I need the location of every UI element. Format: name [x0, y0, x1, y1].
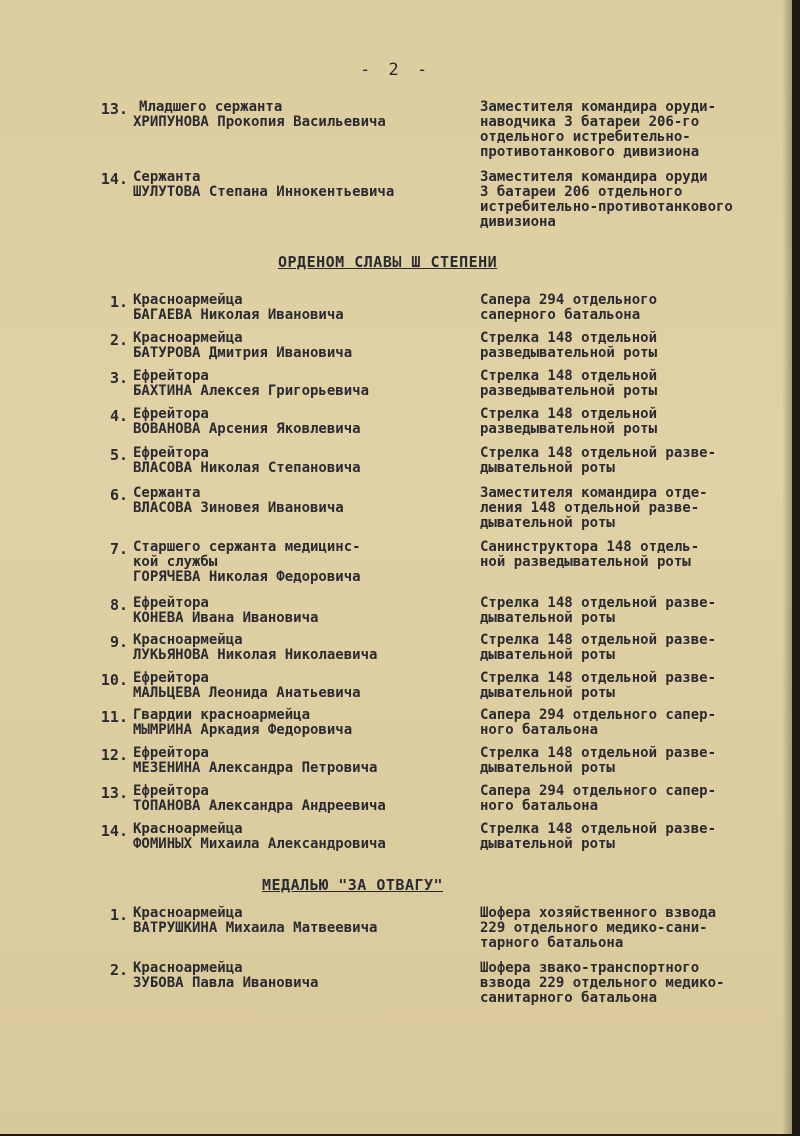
entry-unit-line: Сапера 294 отдельного сапер-: [480, 783, 717, 799]
entry-rank: Красноармейца: [133, 905, 243, 921]
entry-name: МЫМРИНА Аркадия Федоровича: [133, 722, 353, 738]
entry-unit-line: Заместителя командира отде-: [480, 485, 708, 501]
entry-rank: Ефрейтора: [133, 783, 209, 799]
entry-name: ЛУКЬЯНОВА Николая Николаевича: [133, 647, 378, 663]
entry-number: 13.: [100, 100, 128, 118]
entry-number: 9.: [109, 633, 128, 651]
entry-number: 11.: [100, 708, 128, 726]
entry-name: ТОПАНОВА Александра Андреевича: [133, 798, 386, 814]
entry-name: МАЛЬЦЕВА Леонида Анатьевича: [133, 685, 361, 701]
entry-unit-line: ления 148 отдельной разве-: [480, 500, 700, 516]
entry-rank-cont: кой службы: [133, 554, 218, 570]
entry-unit-line: наводчика 3 батареи 206-го: [480, 114, 700, 130]
entry-rank: Красноармейца: [133, 330, 243, 346]
entry-rank: Сержанта: [133, 485, 201, 501]
entry-unit-line: Сапера 294 отдельного сапер-: [480, 707, 717, 723]
entry-unit-line: дывательной роты: [480, 685, 615, 701]
entry-rank: Сержанта: [133, 169, 201, 185]
entry-rank: Ефрейтора: [133, 406, 209, 422]
section-heading-medal: МЕДАЛЬЮ "ЗА ОТВАГУ": [262, 876, 444, 894]
section-heading-glory: ОРДЕНОМ СЛАВЫ Ш СТЕПЕНИ: [278, 253, 498, 271]
entry-name: ВАТРУШКИНА Михаила Матвеевича: [133, 920, 378, 936]
entry-rank: Красноармейца: [133, 632, 243, 648]
entry-rank: Красноармейца: [133, 292, 243, 308]
entry-unit-line: дывательной роты: [480, 836, 615, 852]
entry-unit-line: Сапера 294 отдельного: [480, 292, 658, 308]
entry-unit-line: Заместителя командира оруди-: [480, 99, 717, 115]
page-number: - 2 -: [360, 60, 432, 80]
entry-unit-line: разведывательной роты: [480, 421, 658, 437]
entry-unit-line: истребительно-противотанкового: [480, 199, 733, 215]
entry-name: БАГАЕВА Николая Ивановича: [133, 307, 344, 323]
entry-number: 13.: [100, 784, 128, 802]
entry-rank: Ефрейтора: [133, 368, 209, 384]
entry-number: 4.: [109, 407, 128, 425]
entry-rank: Красноармейца: [133, 960, 243, 976]
entry-number: 14.: [100, 170, 128, 188]
entry-number: 6.: [109, 486, 128, 504]
entry-name: КОНЕВА Ивана Ивановича: [133, 610, 319, 626]
entry-name: ВЛАСОВА Николая Степановича: [133, 460, 361, 476]
entry-unit-line: Стрелка 148 отдельной разве-: [480, 745, 717, 761]
entry-unit-line: дивизиона: [480, 214, 556, 230]
entry-unit-line: разведывательной роты: [480, 383, 658, 399]
entry-unit-line: саперного батальона: [480, 307, 641, 323]
entry-name: ВОВАНОВА Арсения Яковлевича: [133, 421, 361, 437]
entry-number: 10.: [100, 671, 128, 689]
entry-rank: Старшего сержанта медицинс-: [133, 539, 361, 555]
entry-number: 2.: [109, 331, 128, 349]
entry-name: ВЛАСОВА Зиновея Ивановича: [133, 500, 344, 516]
entry-number: 12.: [100, 746, 128, 764]
entry-name: ХРИПУНОВА Прокопия Васильевича: [133, 114, 386, 130]
entry-rank: Ефрейтора: [133, 670, 209, 686]
entry-unit-line: взвода 229 отдельного медико-: [480, 975, 725, 991]
entry-unit-line: 229 отдельного медико-сани-: [480, 920, 708, 936]
entry-name: ФОМИНЫХ Михаила Александровича: [133, 836, 386, 852]
entry-name: ШУЛУТОВА Степана Иннокентьевича: [133, 184, 395, 200]
entry-unit-line: отдельного истребительно-: [480, 129, 691, 145]
entry-unit-line: Стрелка 148 отдельной: [480, 330, 658, 346]
entry-unit-line: Стрелка 148 отдельной: [480, 368, 658, 384]
page-edge-shadow: [782, 0, 792, 1134]
entry-name: МЕЗЕНИНА Александра Петровича: [133, 760, 378, 776]
entry-number: 1.: [109, 293, 128, 311]
entry-unit-line: Стрелка 148 отдельной разве-: [480, 670, 717, 686]
entry-unit-line: ного батальона: [480, 722, 599, 738]
entry-unit-line: дывательной роты: [480, 647, 615, 663]
entry-unit-line: разведывательной роты: [480, 345, 658, 361]
entry-unit-line: Шофера звако-транспортного: [480, 960, 700, 976]
entry-unit-line: тарного батальона: [480, 935, 624, 951]
entry-number: 7.: [109, 540, 128, 558]
entry-unit-line: ной разведывательной роты: [480, 554, 691, 570]
entry-rank: Красноармейца: [133, 821, 243, 837]
entry-number: 3.: [109, 369, 128, 387]
entry-unit-line: Стрелка 148 отдельной разве-: [480, 821, 717, 837]
entry-number: 5.: [109, 446, 128, 464]
entry-unit-line: дывательной роты: [480, 460, 615, 476]
entry-unit-line: ного батальона: [480, 798, 599, 814]
entry-unit-line: дывательной роты: [480, 610, 615, 626]
entry-name: БАТУРОВА Дмитрия Ивановича: [133, 345, 353, 361]
entry-unit-line: противотанкового дивизиона: [480, 144, 700, 160]
entry-number: 14.: [100, 822, 128, 840]
entry-unit-line: дывательной роты: [480, 515, 615, 531]
entry-name: ЗУБОВА Павла Ивановича: [133, 975, 319, 991]
entry-name: ГОРЯЧЕВА Николая Федоровича: [133, 569, 361, 585]
entry-unit-line: Санинструктора 148 отдель-: [480, 539, 700, 555]
entry-unit-line: Заместителя командира оруди: [480, 169, 708, 185]
entry-number: 1.: [109, 906, 128, 924]
entry-unit-line: Стрелка 148 отдельной разве-: [480, 632, 717, 648]
entry-unit-line: Шофера хозяйственного взвода: [480, 905, 717, 921]
entry-rank: Гвардии красноармейца: [133, 707, 311, 723]
entry-rank: Младшего сержанта: [139, 99, 283, 115]
entry-rank: Ефрейтора: [133, 445, 209, 461]
entry-unit-line: Стрелка 148 отдельной разве-: [480, 445, 717, 461]
entry-name: БАХТИНА Алексея Григорьевича: [133, 383, 370, 399]
entry-rank: Ефрейтора: [133, 595, 209, 611]
entry-unit-line: дывательной роты: [480, 760, 615, 776]
entry-number: 2.: [109, 961, 128, 979]
entry-number: 8.: [109, 596, 128, 614]
entry-rank: Ефрейтора: [133, 745, 209, 761]
entry-unit-line: санитарного батальона: [480, 990, 658, 1006]
entry-unit-line: Стрелка 148 отдельной разве-: [480, 595, 717, 611]
entry-unit-line: Стрелка 148 отдельной: [480, 406, 658, 422]
entry-unit-line: 3 батареи 206 отдельного: [480, 184, 683, 200]
